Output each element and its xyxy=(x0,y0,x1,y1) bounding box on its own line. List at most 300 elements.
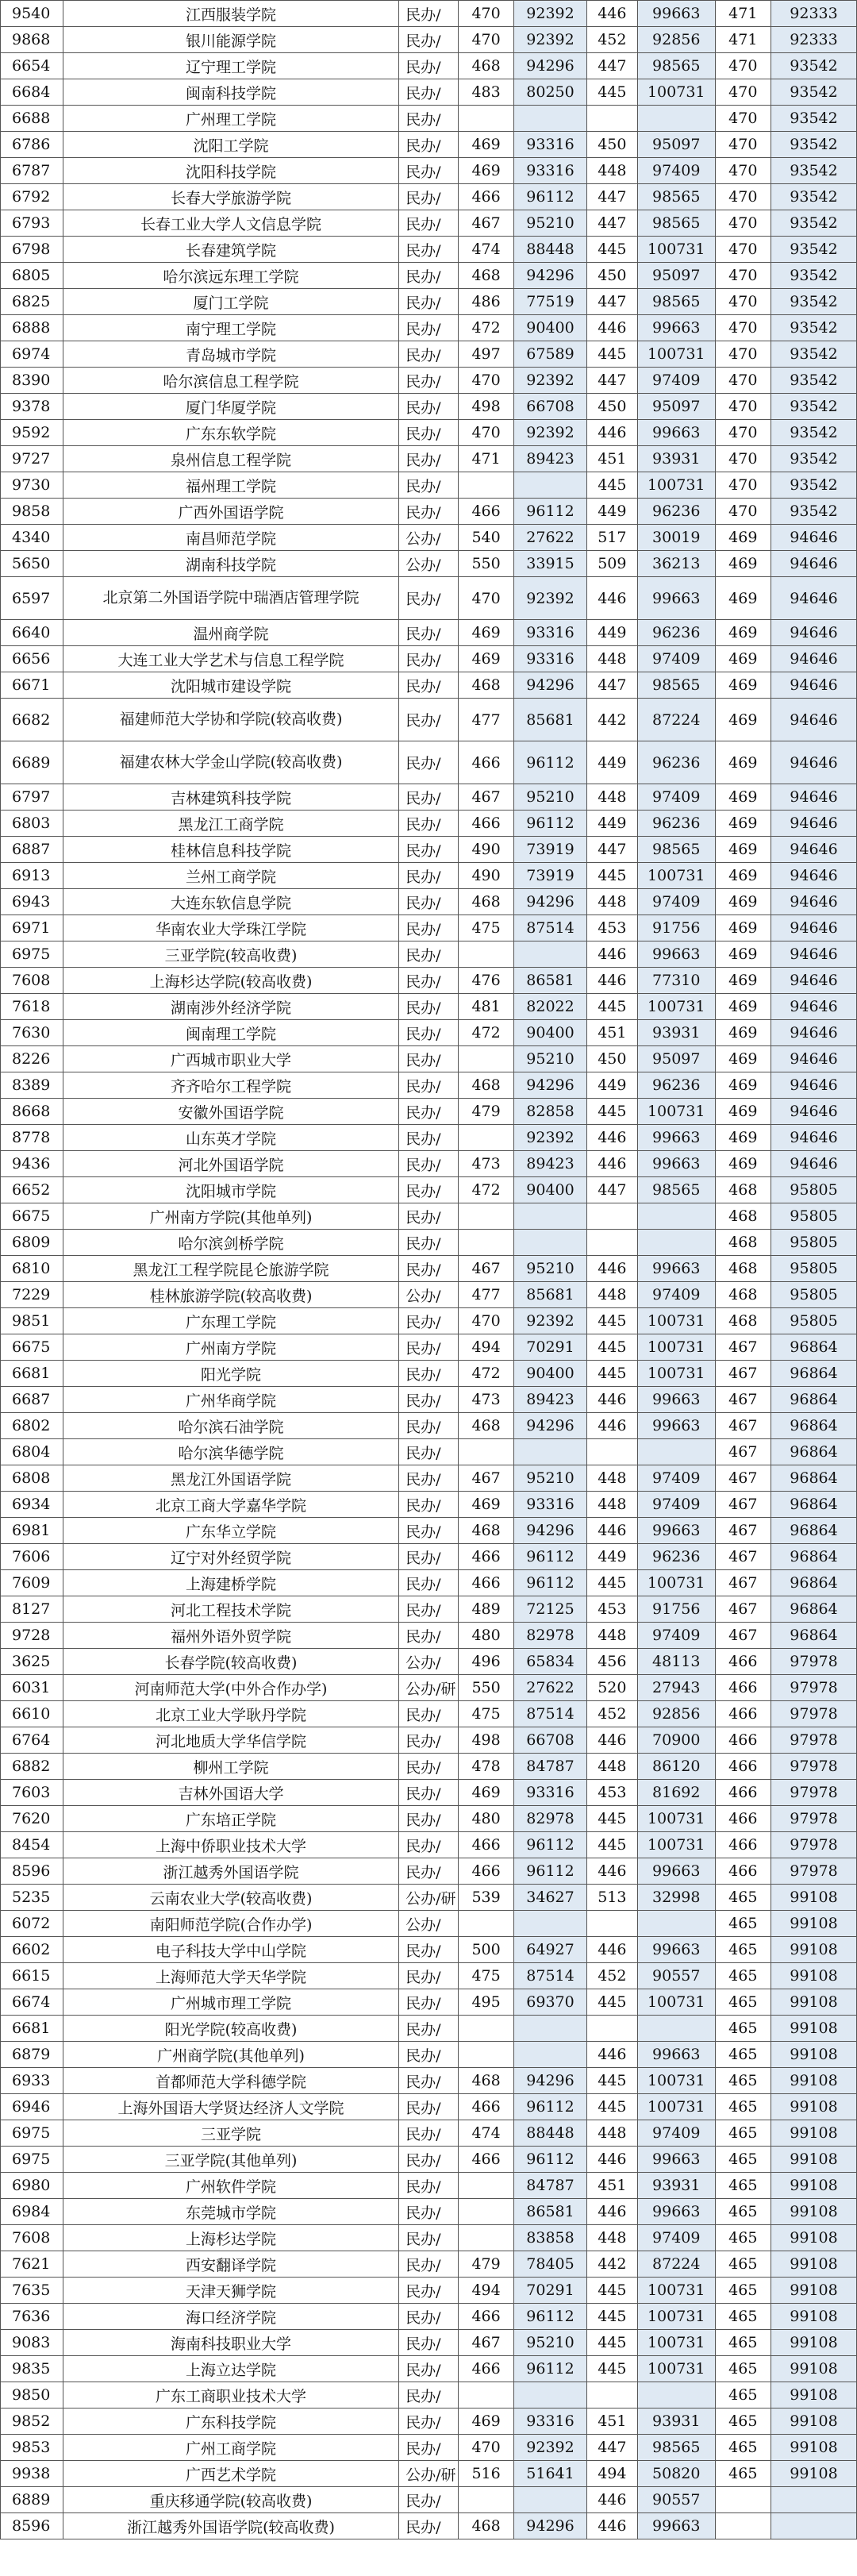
score-2023: 465 xyxy=(715,2461,771,2487)
score-2021: 453 xyxy=(586,1596,637,1623)
rank-2023: 99108 xyxy=(771,2042,857,2068)
rank-2021: 93931 xyxy=(637,1020,715,1046)
score-2022: 496 xyxy=(458,1649,514,1675)
table-row xyxy=(1,1361,857,1387)
rank-2021: 97409 xyxy=(637,889,715,915)
school-name: 三亚学院(其他单列) xyxy=(63,2147,398,2173)
score-2021: 449 xyxy=(586,811,637,837)
rank-2021: 95097 xyxy=(637,1046,715,1072)
school-name: 河北外国语学院 xyxy=(63,1151,398,1177)
rank-2023: 96864 xyxy=(771,1596,857,1623)
school-code: 6675 xyxy=(1,1203,63,1230)
rank-2023: 96864 xyxy=(771,1518,857,1544)
score-2022: 480 xyxy=(458,1623,514,1649)
rank-2021: 100731 xyxy=(637,2278,715,2304)
rank-2022: 85681 xyxy=(514,699,586,741)
school-name: 泉州信息工程学院 xyxy=(63,446,398,472)
table-row xyxy=(1,2094,857,2120)
school-code: 6640 xyxy=(1,620,63,646)
rank-2022: 93316 xyxy=(514,1780,586,1806)
school-code: 3625 xyxy=(1,1649,63,1675)
rank-2022: 89423 xyxy=(514,1151,586,1177)
score-2021 xyxy=(586,106,637,132)
score-2023: 470 xyxy=(715,79,771,106)
rank-2021: 97409 xyxy=(637,1492,715,1518)
table-row xyxy=(1,915,857,941)
rank-2023: 93542 xyxy=(771,263,857,289)
score-2021: 448 xyxy=(586,158,637,184)
rank-2023: 93542 xyxy=(771,184,857,210)
score-2023: 465 xyxy=(715,1911,771,1937)
school-code: 9858 xyxy=(1,499,63,525)
score-2021: 449 xyxy=(586,620,637,646)
score-2021: 450 xyxy=(586,132,637,158)
rank-2021: 100731 xyxy=(637,1308,715,1334)
table-row xyxy=(1,2173,857,2199)
score-2023: 470 xyxy=(715,158,771,184)
school-name: 齐齐哈尔工程学院 xyxy=(63,1072,398,1099)
table-row xyxy=(1,2330,857,2356)
table-row xyxy=(1,1649,857,1675)
school-code: 6072 xyxy=(1,1911,63,1937)
score-2022: 476 xyxy=(458,968,514,994)
rank-2022: 73919 xyxy=(514,863,586,889)
school-type: 民办/ xyxy=(399,2147,459,2173)
score-2022 xyxy=(458,2199,514,2225)
school-type: 民办/ xyxy=(399,837,459,863)
school-type: 民办/ xyxy=(399,1256,459,1282)
school-code: 9728 xyxy=(1,1623,63,1649)
rank-2023: 96864 xyxy=(771,1334,857,1361)
rank-2021: 99663 xyxy=(637,2513,715,2539)
school-name: 北京第二外国语学院中瑞酒店管理学院 xyxy=(63,577,398,620)
school-code: 9592 xyxy=(1,420,63,446)
table-row xyxy=(1,1518,857,1544)
rank-2022 xyxy=(514,2016,586,2042)
score-2023: 470 xyxy=(715,106,771,132)
score-2021: 494 xyxy=(586,2461,637,2487)
score-2021: 447 xyxy=(586,2435,637,2461)
school-type: 民办/ xyxy=(399,132,459,158)
score-2021: 446 xyxy=(586,2513,637,2539)
score-2022: 466 xyxy=(458,811,514,837)
score-2023: 465 xyxy=(715,2147,771,2173)
score-2023: 465 xyxy=(715,2120,771,2147)
school-name: 黑龙江工程学院昆仑旅游学院 xyxy=(63,1256,398,1282)
table-row xyxy=(1,1387,857,1413)
rank-2022: 96112 xyxy=(514,811,586,837)
school-name: 广东培正学院 xyxy=(63,1806,398,1832)
school-type: 民办/ xyxy=(399,106,459,132)
score-2023: 467 xyxy=(715,1492,771,1518)
school-name: 山东英才学院 xyxy=(63,1125,398,1151)
school-name: 天津天狮学院 xyxy=(63,2278,398,2304)
school-name: 电子科技大学中山学院 xyxy=(63,1937,398,1963)
score-2022 xyxy=(458,1125,514,1151)
score-2022: 497 xyxy=(458,341,514,368)
rank-2023: 97978 xyxy=(771,1649,857,1675)
school-type: 民办/ xyxy=(399,2409,459,2435)
school-type: 民办/ xyxy=(399,2042,459,2068)
table-row xyxy=(1,1465,857,1492)
score-2023: 470 xyxy=(715,289,771,315)
score-2022: 550 xyxy=(458,551,514,577)
score-2022: 467 xyxy=(458,1465,514,1492)
school-name: 柳州工学院 xyxy=(63,1754,398,1780)
rank-2021: 96236 xyxy=(637,620,715,646)
rank-2023: 99108 xyxy=(771,2068,857,2094)
school-type: 民办/ xyxy=(399,2120,459,2147)
rank-2021: 91756 xyxy=(637,915,715,941)
rank-2023: 93542 xyxy=(771,420,857,446)
score-2021: 448 xyxy=(586,1282,637,1308)
rank-2021: 97409 xyxy=(637,1465,715,1492)
rank-2021: 32998 xyxy=(637,1885,715,1911)
score-2021: 448 xyxy=(586,784,637,811)
table-row xyxy=(1,158,857,184)
score-2021: 445 xyxy=(586,1361,637,1387)
school-name: 河北地质大学华信学院 xyxy=(63,1727,398,1754)
rank-2022: 94296 xyxy=(514,2068,586,2094)
table-row xyxy=(1,1492,857,1518)
rank-2023: 99108 xyxy=(771,2120,857,2147)
rank-2022: 66708 xyxy=(514,1727,586,1754)
school-type: 民办/ xyxy=(399,1361,459,1387)
score-2022: 481 xyxy=(458,994,514,1020)
rank-2022: 96112 xyxy=(514,499,586,525)
rank-2022: 93316 xyxy=(514,646,586,672)
table-row xyxy=(1,699,857,741)
school-code: 9853 xyxy=(1,2435,63,2461)
rank-2022: 92392 xyxy=(514,420,586,446)
rank-2021: 99663 xyxy=(637,1151,715,1177)
school-code: 9938 xyxy=(1,2461,63,2487)
school-code: 6888 xyxy=(1,315,63,341)
score-2023: 469 xyxy=(715,994,771,1020)
rank-2022: 77519 xyxy=(514,289,586,315)
rank-2023: 93542 xyxy=(771,368,857,394)
school-name: 哈尔滨剑桥学院 xyxy=(63,1230,398,1256)
rank-2021: 93931 xyxy=(637,2409,715,2435)
school-type: 民办/ xyxy=(399,1203,459,1230)
score-2022 xyxy=(458,472,514,499)
school-code: 7636 xyxy=(1,2304,63,2330)
score-2022: 470 xyxy=(458,420,514,446)
rank-2023: 96864 xyxy=(771,1361,857,1387)
score-2021: 451 xyxy=(586,2173,637,2199)
school-code: 4340 xyxy=(1,525,63,551)
rank-2023: 99108 xyxy=(771,2409,857,2435)
rank-2022 xyxy=(514,2487,586,2513)
school-type: 民办/ xyxy=(399,941,459,968)
score-2021: 448 xyxy=(586,646,637,672)
rank-2023: 94646 xyxy=(771,699,857,741)
rank-2022: 87514 xyxy=(514,1701,586,1727)
score-2023: 465 xyxy=(715,1937,771,1963)
score-2022: 474 xyxy=(458,237,514,263)
score-2022: 469 xyxy=(458,620,514,646)
rank-2023 xyxy=(771,2487,857,2513)
school-code: 6974 xyxy=(1,341,63,368)
school-name: 桂林信息科技学院 xyxy=(63,837,398,863)
score-2022 xyxy=(458,2173,514,2199)
score-2021: 448 xyxy=(586,1623,637,1649)
score-2021 xyxy=(586,2016,637,2042)
school-type: 民办/ xyxy=(399,1518,459,1544)
rank-2023: 94646 xyxy=(771,1020,857,1046)
school-type: 民办/ xyxy=(399,1623,459,1649)
score-2023: 467 xyxy=(715,1465,771,1492)
score-2021: 448 xyxy=(586,2120,637,2147)
rank-2022: 94296 xyxy=(514,2513,586,2539)
score-2021: 520 xyxy=(586,1675,637,1701)
rank-2022: 89423 xyxy=(514,1387,586,1413)
score-2023: 467 xyxy=(715,1570,771,1596)
school-name: 厦门华厦学院 xyxy=(63,394,398,420)
school-code: 6656 xyxy=(1,646,63,672)
score-2023 xyxy=(715,2513,771,2539)
table-row xyxy=(1,1072,857,1099)
score-2022: 472 xyxy=(458,1177,514,1203)
school-name: 广州商学院(其他单列) xyxy=(63,2042,398,2068)
school-name: 长春学院(较高收费) xyxy=(63,1649,398,1675)
table-row xyxy=(1,1125,857,1151)
table-row xyxy=(1,341,857,368)
rank-2023: 94646 xyxy=(771,741,857,784)
school-code: 9730 xyxy=(1,472,63,499)
school-name: 上海立达学院 xyxy=(63,2356,398,2382)
rank-2023: 93542 xyxy=(771,158,857,184)
table-row xyxy=(1,2487,857,2513)
school-type: 民办/ xyxy=(399,27,459,53)
school-code: 6688 xyxy=(1,106,63,132)
score-2021: 449 xyxy=(586,499,637,525)
score-2022: 500 xyxy=(458,1937,514,1963)
score-2023: 468 xyxy=(715,1177,771,1203)
table-row xyxy=(1,2016,857,2042)
score-2023: 465 xyxy=(715,2251,771,2278)
school-type: 公办/ xyxy=(399,525,459,551)
rank-2021: 97409 xyxy=(637,646,715,672)
table-row xyxy=(1,2304,857,2330)
score-2021: 447 xyxy=(586,368,637,394)
school-name: 黑龙江外国语学院 xyxy=(63,1465,398,1492)
school-type: 民办/ xyxy=(399,368,459,394)
score-2022: 470 xyxy=(458,1,514,27)
table-row xyxy=(1,446,857,472)
rank-2021: 99663 xyxy=(637,315,715,341)
rank-2021: 70900 xyxy=(637,1727,715,1754)
school-name: 温州商学院 xyxy=(63,620,398,646)
score-2022: 466 xyxy=(458,1570,514,1596)
school-type: 民办/ xyxy=(399,620,459,646)
rank-2022: 34627 xyxy=(514,1885,586,1911)
score-2022: 468 xyxy=(458,2068,514,2094)
score-2021: 517 xyxy=(586,525,637,551)
score-2022 xyxy=(458,2487,514,2513)
score-2022: 467 xyxy=(458,210,514,237)
rank-2022: 87514 xyxy=(514,915,586,941)
rank-2023: 93542 xyxy=(771,289,857,315)
school-code: 6793 xyxy=(1,210,63,237)
score-2021: 445 xyxy=(586,2356,637,2382)
score-2021: 445 xyxy=(586,2304,637,2330)
rank-2021: 100731 xyxy=(637,863,715,889)
school-code: 6684 xyxy=(1,79,63,106)
school-type: 民办/ xyxy=(399,1832,459,1858)
score-2022: 483 xyxy=(458,79,514,106)
table-row xyxy=(1,27,857,53)
table-row xyxy=(1,1256,857,1282)
rank-2021: 36213 xyxy=(637,551,715,577)
rank-2021: 99663 xyxy=(637,2147,715,2173)
rank-2021: 99663 xyxy=(637,420,715,446)
school-name: 海南科技职业大学 xyxy=(63,2330,398,2356)
score-2022 xyxy=(458,2042,514,2068)
rank-2023: 99108 xyxy=(771,2435,857,2461)
table-row xyxy=(1,2120,857,2147)
school-name: 广东华立学院 xyxy=(63,1518,398,1544)
score-2023: 465 xyxy=(715,2330,771,2356)
score-2022: 468 xyxy=(458,263,514,289)
score-2023: 469 xyxy=(715,1046,771,1072)
school-type: 民办/ xyxy=(399,1989,459,2016)
score-2022: 468 xyxy=(458,889,514,915)
table-row xyxy=(1,968,857,994)
school-type: 民办/ xyxy=(399,2382,459,2409)
rank-2023: 97978 xyxy=(771,1806,857,1832)
rank-2021: 48113 xyxy=(637,1649,715,1675)
school-type: 民办/ xyxy=(399,2513,459,2539)
score-2023: 465 xyxy=(715,2304,771,2330)
score-2023: 468 xyxy=(715,1256,771,1282)
score-2021: 442 xyxy=(586,2251,637,2278)
school-name: 福建师范大学协和学院(较高收费) xyxy=(63,699,398,741)
rank-2023: 97978 xyxy=(771,1780,857,1806)
school-type: 公办/研 xyxy=(399,1885,459,1911)
score-2021: 446 xyxy=(586,420,637,446)
rank-2022: 96112 xyxy=(514,1858,586,1885)
rank-2021: 100731 xyxy=(637,1832,715,1858)
rank-2022: 27622 xyxy=(514,1675,586,1701)
school-name: 闽南理工学院 xyxy=(63,1020,398,1046)
school-code: 9436 xyxy=(1,1151,63,1177)
table-row xyxy=(1,263,857,289)
score-2022: 466 xyxy=(458,1544,514,1570)
score-2021: 509 xyxy=(586,551,637,577)
table-row xyxy=(1,863,857,889)
score-2022: 468 xyxy=(458,1072,514,1099)
rank-2021 xyxy=(637,106,715,132)
rank-2021: 100731 xyxy=(637,79,715,106)
score-2023: 465 xyxy=(715,2068,771,2094)
rank-2023: 96864 xyxy=(771,1387,857,1413)
school-type: 民办/ xyxy=(399,1072,459,1099)
school-type: 民办/ xyxy=(399,1727,459,1754)
score-2022: 470 xyxy=(458,368,514,394)
rank-2021: 30019 xyxy=(637,525,715,551)
score-2021: 446 xyxy=(586,1858,637,1885)
rank-2021: 99663 xyxy=(637,1858,715,1885)
rank-2022: 95210 xyxy=(514,210,586,237)
score-2023: 470 xyxy=(715,315,771,341)
table-row xyxy=(1,2513,857,2539)
rank-2021: 98565 xyxy=(637,53,715,79)
school-code: 7608 xyxy=(1,2225,63,2251)
table-row xyxy=(1,889,857,915)
rank-2022: 80250 xyxy=(514,79,586,106)
rank-2023: 96864 xyxy=(771,1623,857,1649)
school-type: 民办/ xyxy=(399,1387,459,1413)
score-2022: 472 xyxy=(458,1020,514,1046)
school-code: 7229 xyxy=(1,1282,63,1308)
school-name: 上海外国语大学贤达经济人文学院 xyxy=(63,2094,398,2120)
school-name: 广西外国语学院 xyxy=(63,499,398,525)
school-name: 大连东软信息学院 xyxy=(63,889,398,915)
score-2023: 470 xyxy=(715,237,771,263)
school-name: 广东科技学院 xyxy=(63,2409,398,2435)
score-2023: 465 xyxy=(715,2356,771,2382)
table-row xyxy=(1,1282,857,1308)
school-type: 民办/ xyxy=(399,672,459,699)
score-2022: 466 xyxy=(458,1832,514,1858)
score-2021: 446 xyxy=(586,1518,637,1544)
score-2023: 466 xyxy=(715,1675,771,1701)
school-type: 民办/ xyxy=(399,1439,459,1465)
rank-2021: 96236 xyxy=(637,741,715,784)
score-2021: 447 xyxy=(586,210,637,237)
score-2023: 465 xyxy=(715,2094,771,2120)
score-2023: 471 xyxy=(715,27,771,53)
score-2022: 467 xyxy=(458,2330,514,2356)
rank-2021 xyxy=(637,1439,715,1465)
school-type: 民办/ xyxy=(399,446,459,472)
rank-2022: 92392 xyxy=(514,1,586,27)
school-name: 长春大学旅游学院 xyxy=(63,184,398,210)
rank-2022: 33915 xyxy=(514,551,586,577)
school-type: 公办/研 xyxy=(399,2461,459,2487)
score-2021 xyxy=(586,1439,637,1465)
score-2021: 445 xyxy=(586,79,637,106)
score-table-body xyxy=(1,1,857,2539)
table-row xyxy=(1,210,857,237)
table-row xyxy=(1,1334,857,1361)
score-2023: 469 xyxy=(715,784,771,811)
table-row xyxy=(1,1439,857,1465)
rank-2023: 96864 xyxy=(771,1465,857,1492)
table-row xyxy=(1,472,857,499)
table-row xyxy=(1,1,857,27)
score-2021: 445 xyxy=(586,994,637,1020)
rank-2023: 99108 xyxy=(771,2461,857,2487)
table-row xyxy=(1,1675,857,1701)
rank-2021 xyxy=(637,2016,715,2042)
score-2022: 474 xyxy=(458,2120,514,2147)
table-row xyxy=(1,2068,857,2094)
school-type: 民办/ xyxy=(399,158,459,184)
school-type: 民办/ xyxy=(399,341,459,368)
rank-2022 xyxy=(514,472,586,499)
score-2022: 472 xyxy=(458,1361,514,1387)
score-2021: 452 xyxy=(586,1701,637,1727)
score-2023: 469 xyxy=(715,620,771,646)
school-code: 8778 xyxy=(1,1125,63,1151)
score-2021: 445 xyxy=(586,1334,637,1361)
score-2023: 469 xyxy=(715,1020,771,1046)
rank-2023: 99108 xyxy=(771,2094,857,2120)
rank-2023: 99108 xyxy=(771,2199,857,2225)
score-2021: 456 xyxy=(586,1649,637,1675)
